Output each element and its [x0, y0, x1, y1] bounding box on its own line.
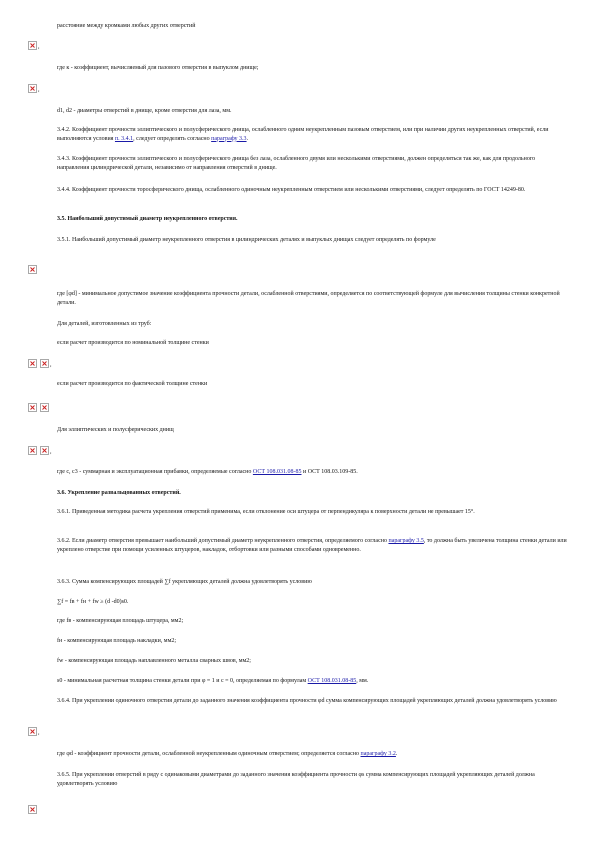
clause-3-4-2 [57, 126, 567, 143]
broken-image-icon [30, 86, 35, 91]
clause-text: , следует определять согласно [133, 135, 212, 142]
formula-image-3 [28, 265, 37, 274]
formula-image-5a [28, 403, 37, 412]
formula-image-1 [28, 41, 37, 50]
formula-image-2 [28, 84, 37, 93]
comma: , [38, 730, 40, 736]
text-s0 [57, 677, 567, 686]
comma: , [50, 362, 52, 368]
broken-image-icon [42, 405, 47, 410]
formula-image-6b [40, 446, 49, 455]
clause-text: , то должна быть увеличена толщина стенки детали или укреплено отверстие при помощи усиленных штуцеров, накладок, отбортовки или разными способами одновременно. [57, 538, 567, 553]
comma: , [38, 87, 40, 93]
formula-image-7 [28, 727, 37, 736]
text-allowances [57, 468, 567, 477]
formula-image-6a [28, 446, 37, 455]
clause-3-6-2 [57, 537, 567, 554]
broken-image-icon [42, 448, 47, 453]
s0-text: , мм. [356, 678, 369, 684]
formula-sum: ∑f = fв + fн + fw ≥ (d -d0)s0. [57, 599, 129, 605]
broken-image-icon [30, 43, 35, 48]
broken-image-icon [30, 807, 35, 812]
link-3-4-1[interactable]: п. 3.4.1 [114, 135, 134, 142]
text-phi-d: где [φd] - минимальное допустимое значение коэффициента прочности детали, ослабленной отверстиями, определяется по соответствующей формуле для вычисления толщины стенки конкретной детали. [57, 291, 560, 306]
clause-3-6-1: 3.6.1. Приведенная методика расчета укрепления отверстий применима, если отклонение оси штуцера от перпендикуляра к поверхности детали не превышает 15°. [57, 509, 475, 515]
formula-image-4b [40, 359, 49, 368]
text-top: расстояние между кромками любых других отверстий [57, 23, 196, 29]
text-nominal: если расчет производится по номинальной толщине стенки [57, 340, 209, 346]
heading-3-6: 3.6. Укрепление развальцованных отверстий. [57, 490, 181, 496]
text-k-coefficient: где к - коэффициент, вычисляемый для пазового отверстия в выпуклом днище; [57, 65, 259, 71]
link-paragraph-3-5[interactable]: параграфу 3.5 [388, 538, 424, 544]
text-fw: fw - компенсирующая площадь наплавленного металла сварных швов, мм2; [57, 658, 251, 664]
clause-3-5-1: 3.5.1. Наибольший допустимый диаметр неукрепленного отверстия в цилиндрических деталях и выпуклых днищах следует определять по формуле [57, 237, 436, 243]
comma: , [38, 44, 40, 50]
clause-text: 3.4.2. Коэффициент прочности эллиптического и полусферического днища, ослабленного одним неукрепленным пазовым отверстием, или при наличии других неукрепленных отверстий, если выполняются условия [57, 127, 549, 142]
text-actual: если расчет производится по фактической толщине стенки [57, 381, 208, 387]
text-pipes: Для деталей, изготовленных из труб: [57, 321, 152, 327]
link-paragraph-3-3[interactable]: параграфу 3.3 [211, 135, 247, 142]
clause-3-6-3: 3.6.3. Сумма компенсирующих площадей ∑f укрепляющих деталей должна удовлетворять условию [57, 579, 312, 585]
broken-image-icon [30, 729, 35, 734]
text-phi-d-single [57, 750, 567, 759]
broken-image-icon [30, 405, 35, 410]
s0-text: s0 - минимальная расчетная толщина стенки детали при φ = 1 и с = 0, определяемая по формулам [57, 678, 308, 684]
formula-image-4a [28, 359, 37, 368]
clause-3-6-4: 3.6.4. При укреплении одиночного отверстия детали до заданного значения коэффициента прочности φd сумма компенсирующих площадей укрепляющих деталей должна удовлетворять условию [57, 698, 557, 704]
broken-image-icon [30, 448, 35, 453]
link-ost-108-031-08-85-formulas[interactable]: ОСТ 108.031.08-85 [307, 678, 357, 684]
text-fn: fн - компенсирующая площадь накладки, мм2; [57, 638, 177, 644]
comma: , [50, 449, 52, 455]
clause-text: 3.6.2. Если диаметр отверстия превышает наибольший допустимый диаметр неукрепленного отверстия, определяемого согласно [57, 538, 389, 544]
broken-image-icon [30, 361, 35, 366]
formula-image-8 [28, 805, 37, 814]
formula-image-5b [40, 403, 49, 412]
broken-image-icon [42, 361, 47, 366]
clause-3-4-3: 3.4.3. Коэффициент прочности эллиптического и полусферического днища без лаза, ослабленного двумя или несколькими отверстиями, должен определяться так же, как для продольного направления цилиндрической детали, независимо от направления отверстий в днище. [57, 156, 536, 171]
phi-d-text: где φd - коэффициент прочности детали, ослабленной неукрепленным одиночным отверстием; определяется согласно [57, 751, 361, 757]
text-diameters: d1, d2 - диаметры отверстий в днище, кроме отверстия для лаза, мм. [57, 108, 232, 114]
heading-3-5: 3.5. Наибольший допустимый диаметр неукрепленного отверстия. [57, 216, 238, 222]
allowances-text: где с, с3 - суммарная и эксплуатационная прибавки, определяемые согласно [57, 469, 253, 475]
broken-image-icon [30, 267, 35, 272]
text-elliptic: Для эллиптических и полусферических днищ [57, 427, 174, 433]
link-paragraph-3-2[interactable]: параграфу 3.2 [360, 751, 396, 757]
clause-3-6-5: 3.6.5. При укреплении отверстий в ряду с одинаковыми диаметрами до заданного значения коэффициента прочности φs сумма компенсирующих площадей укрепляющих деталей должна удовлетворять условию [57, 772, 535, 787]
clause-text: . [246, 135, 249, 142]
link-ost-108-031-08-85[interactable]: ОСТ 108.031.08-85 [252, 469, 302, 475]
allowances-text: и ОСТ 108.03.109-85. [301, 469, 358, 475]
clause-3-4-4: 3.4.4. Коэффициент прочности торосферического днища, ослабленного одиночным неукрепленным отверстием или несколькими отверстиями, следует определять по ГОСТ 14249-80. [57, 187, 526, 193]
phi-d-text: . [395, 751, 398, 757]
text-fv: где fв - компенсирующая площадь штуцера, мм2; [57, 618, 184, 624]
